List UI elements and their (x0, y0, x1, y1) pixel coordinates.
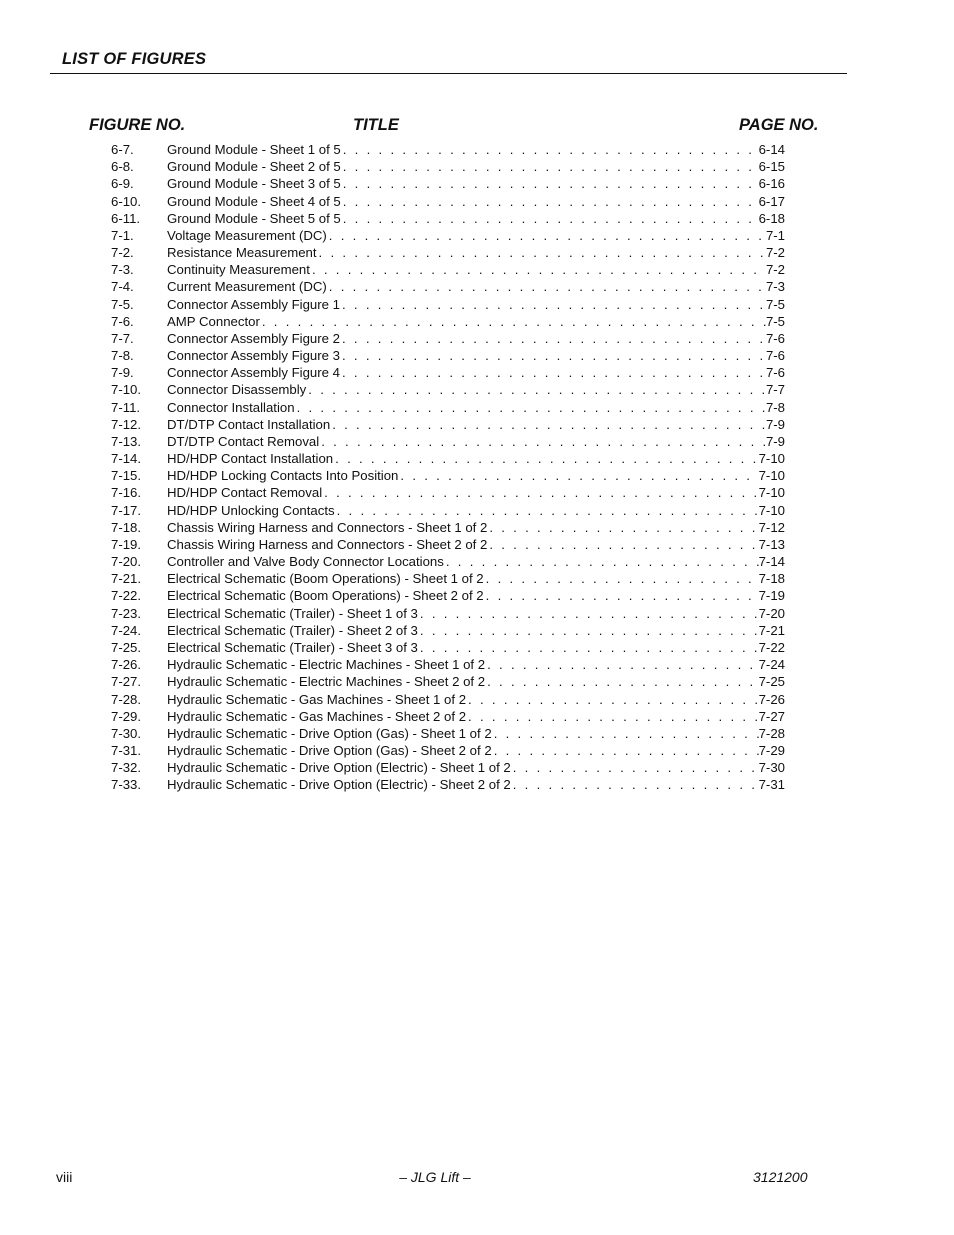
footer-center-text: – JLG Lift – (399, 1169, 471, 1185)
figure-entry (167, 313, 785, 330)
figure-number: 7-15. (111, 468, 142, 484)
figure-title: Electrical Schematic (Boom Operations) - Sheet 1 of 2 (167, 571, 484, 587)
figure-title: Electrical Schematic (Boom Operations) - Sheet 2 of 2 (167, 588, 484, 604)
list-item[interactable] (0, 141, 954, 158)
dot-leader (492, 725, 759, 742)
figure-page: 7-5 (765, 313, 785, 329)
dot-leader (335, 502, 759, 519)
figure-entry (167, 622, 785, 639)
dot-leader (487, 536, 758, 553)
figure-entry (167, 759, 785, 776)
figure-number: 6-11. (111, 210, 141, 226)
dot-leader (511, 776, 759, 793)
figure-number: 7-13. (111, 433, 142, 449)
figure-page: 7-30 (758, 760, 785, 776)
figure-number: 7-20. (111, 554, 142, 570)
figure-title: Connector Installation (167, 399, 295, 415)
figure-number: 7-12. (111, 416, 142, 432)
dot-leader (295, 399, 766, 416)
column-header-figure-no: FIGURE NO. (89, 116, 186, 134)
figure-page: 7-29 (758, 743, 785, 759)
dot-leader (418, 639, 759, 656)
dot-leader (485, 656, 759, 673)
figure-number: 7-26. (111, 657, 142, 673)
list-item[interactable] (0, 759, 954, 776)
figure-entry (167, 708, 785, 725)
figure-entry (167, 502, 785, 519)
figure-entry (167, 244, 785, 261)
figure-entry (167, 742, 785, 759)
figure-page: 7-18 (758, 571, 785, 587)
dot-leader (340, 296, 766, 313)
figure-title: Controller and Valve Body Connector Locations (167, 554, 444, 570)
dot-leader (341, 175, 759, 192)
figure-entry (167, 296, 785, 313)
list-item[interactable] (0, 502, 954, 519)
dot-leader (327, 227, 766, 244)
dot-leader (418, 622, 759, 639)
figure-page: 7-24 (758, 657, 785, 673)
figure-title: Electrical Schematic (Trailer) - Sheet 2 of 3 (167, 622, 418, 638)
figure-number: 6-8. (111, 159, 134, 175)
figure-entry (167, 587, 785, 604)
figure-title: Connector Assembly Figure 4 (167, 365, 340, 381)
figure-entry (167, 227, 785, 244)
figure-entry (167, 210, 785, 227)
figure-number: 7-24. (111, 622, 142, 638)
figure-entry (167, 175, 785, 192)
figure-page: 7-6 (765, 348, 785, 364)
figure-title: Ground Module - Sheet 3 of 5 (167, 176, 341, 192)
figure-number: 6-9. (111, 176, 134, 192)
figure-page: 7-2 (765, 262, 785, 278)
figure-entry (167, 605, 785, 622)
figure-entry (167, 673, 785, 690)
figure-entry (167, 416, 785, 433)
dot-leader (484, 570, 759, 587)
figure-number: 7-19. (111, 536, 142, 552)
list-item[interactable] (0, 673, 954, 690)
figure-page: 7-19 (758, 588, 785, 604)
column-header-page-no: PAGE NO. (739, 116, 819, 134)
footer-page-number: viii (56, 1169, 73, 1185)
list-item[interactable] (0, 278, 954, 295)
dot-leader (340, 364, 766, 381)
list-item[interactable] (0, 381, 954, 398)
figure-page: 7-22 (758, 639, 785, 655)
figure-page: 7-12 (758, 519, 785, 535)
figure-title: Hydraulic Schematic - Drive Option (Electric) - Sheet 2 of 2 (167, 777, 511, 793)
dot-leader (341, 210, 759, 227)
list-item[interactable] (0, 605, 954, 622)
figure-number: 7-18. (111, 519, 142, 535)
figure-number: 7-30. (111, 725, 142, 741)
dot-leader (327, 278, 766, 295)
list-item[interactable] (0, 656, 954, 673)
dot-leader (341, 193, 759, 210)
figure-title: Hydraulic Schematic - Drive Option (Electric) - Sheet 1 of 2 (167, 760, 511, 776)
list-item[interactable] (0, 313, 954, 330)
figure-title: Ground Module - Sheet 4 of 5 (167, 193, 341, 209)
figure-number: 7-29. (111, 708, 142, 724)
list-item[interactable] (0, 622, 954, 639)
list-item[interactable] (0, 519, 954, 536)
figure-number: 7-28. (111, 691, 142, 707)
list-item[interactable] (0, 776, 954, 793)
column-header-title: TITLE (353, 116, 399, 134)
figure-page: 7-31 (758, 777, 785, 793)
figure-page: 6-17 (758, 193, 785, 209)
dot-leader (310, 261, 766, 278)
dot-leader (340, 347, 766, 364)
figure-title: Ground Module - Sheet 1 of 5 (167, 142, 341, 157)
dot-leader (340, 330, 766, 347)
figure-page: 7-1 (765, 227, 785, 243)
figure-title: Hydraulic Schematic - Electric Machines - Sheet 2 of 2 (167, 674, 486, 690)
figure-entry (167, 364, 785, 381)
list-item[interactable] (0, 553, 954, 570)
figure-page: 7-9 (765, 433, 785, 449)
figure-page: 7-26 (758, 691, 785, 707)
dot-leader (418, 605, 759, 622)
figure-entry (167, 536, 785, 553)
figure-entry (167, 158, 785, 175)
dot-leader (484, 587, 759, 604)
list-item[interactable] (0, 742, 954, 759)
dot-leader (317, 244, 766, 261)
figure-number: 7-31. (111, 743, 142, 759)
figure-entry (167, 519, 785, 536)
figure-title: HD/HDP Locking Contacts Into Position (167, 468, 399, 484)
figure-number: 7-32. (111, 760, 142, 776)
dot-leader (485, 673, 759, 690)
figure-page: 6-14 (758, 142, 785, 157)
figure-title: DT/DTP Contact Installation (167, 416, 331, 432)
list-item[interactable] (0, 330, 954, 347)
figure-page: 7-13 (758, 536, 785, 552)
figure-title: Resistance Measurement (167, 245, 317, 261)
list-item[interactable] (0, 364, 954, 381)
list-item[interactable] (0, 708, 954, 725)
figure-page: 7-6 (765, 365, 785, 381)
figure-page: 7-10 (758, 485, 785, 501)
dot-leader (398, 467, 758, 484)
figure-number: 7-16. (111, 485, 142, 501)
figure-title: Connector Assembly Figure 3 (167, 348, 340, 364)
list-item[interactable] (0, 450, 954, 467)
figure-entry (167, 261, 785, 278)
figure-entry (167, 399, 785, 416)
figure-number: 7-2. (111, 245, 134, 261)
list-item[interactable] (0, 193, 954, 210)
figure-page: 7-3 (765, 279, 785, 295)
figure-page: 7-10 (758, 468, 785, 484)
list-item[interactable] (0, 158, 954, 175)
dot-leader (466, 708, 759, 725)
figure-title: Hydraulic Schematic - Electric Machines - Sheet 1 of 2 (167, 657, 486, 673)
figure-number: 6-10. (111, 193, 142, 209)
header-rule (50, 73, 847, 74)
figure-number: 7-11. (111, 399, 141, 415)
dot-leader (487, 519, 758, 536)
list-item[interactable] (0, 210, 954, 227)
figure-page: 6-16 (758, 176, 785, 192)
dot-leader (322, 484, 758, 501)
figure-title: Hydraulic Schematic - Drive Option (Gas) - Sheet 1 of 2 (167, 725, 492, 741)
figure-page: 7-27 (758, 708, 785, 724)
figure-page: 7-10 (758, 502, 785, 518)
figure-list (0, 141, 954, 794)
figure-page: 7-14 (758, 554, 785, 570)
figure-entry (167, 776, 785, 793)
figure-entry (167, 553, 785, 570)
figure-page: 7-7 (765, 382, 785, 398)
figure-entry (167, 278, 785, 295)
figure-entry (167, 656, 785, 673)
figure-title: Hydraulic Schematic - Gas Machines - Sheet 2 of 2 (167, 708, 467, 724)
dot-leader (466, 691, 759, 708)
figure-entry (167, 570, 785, 587)
figure-title: Connector Assembly Figure 1 (167, 296, 340, 312)
figure-number: 7-23. (111, 605, 142, 621)
figure-entry (167, 450, 785, 467)
figure-entry (167, 484, 785, 501)
figure-number: 7-9. (111, 365, 134, 381)
figure-number: 7-8. (111, 348, 134, 364)
figure-page: 7-20 (758, 605, 785, 621)
figure-entry (167, 433, 785, 450)
dot-leader (444, 553, 759, 570)
list-item[interactable] (0, 433, 954, 450)
figure-title: Ground Module - Sheet 2 of 5 (167, 159, 341, 175)
figure-number: 7-3. (111, 262, 134, 278)
figure-page: 7-10 (758, 451, 785, 467)
figure-number: 7-21. (111, 571, 142, 587)
figure-entry (167, 639, 785, 656)
figure-number: 7-4. (111, 279, 134, 295)
figure-number: 7-5. (111, 296, 134, 312)
figure-title: Chassis Wiring Harness and Connectors - Sheet 1 of 2 (167, 519, 488, 535)
figure-title: HD/HDP Contact Installation (167, 451, 334, 467)
footer-doc-number: 3121200 (753, 1169, 808, 1185)
dot-leader (333, 450, 758, 467)
list-item[interactable] (0, 587, 954, 604)
dot-leader (306, 381, 766, 398)
list-item[interactable] (0, 227, 954, 244)
list-item[interactable] (0, 416, 954, 433)
figure-page: 7-5 (765, 296, 785, 312)
figure-title: Connector Disassembly (167, 382, 307, 398)
figure-title: Voltage Measurement (DC) (167, 227, 327, 243)
figure-entry (167, 141, 785, 158)
figure-number: 7-10. (111, 382, 142, 398)
list-item[interactable] (0, 244, 954, 261)
figure-title: Chassis Wiring Harness and Connectors - Sheet 2 of 2 (167, 536, 488, 552)
figure-number: 6-7. (111, 142, 134, 157)
figure-page: 7-25 (758, 674, 785, 690)
list-item[interactable] (0, 536, 954, 553)
figure-title: DT/DTP Contact Removal (167, 433, 320, 449)
figure-entry (167, 725, 785, 742)
figure-title: Hydraulic Schematic - Drive Option (Gas) - Sheet 2 of 2 (167, 743, 492, 759)
figure-entry (167, 467, 785, 484)
list-item[interactable] (0, 484, 954, 501)
dot-leader (260, 313, 766, 330)
list-item[interactable] (0, 639, 954, 656)
figure-number: 7-27. (111, 674, 142, 690)
figure-number: 7-6. (111, 313, 134, 329)
figure-entry (167, 193, 785, 210)
figure-page: 7-28 (758, 725, 785, 741)
dot-leader (511, 759, 759, 776)
figure-number: 7-22. (111, 588, 142, 604)
dot-leader (341, 158, 759, 175)
figure-number: 7-33. (111, 777, 142, 793)
figure-title: Connector Assembly Figure 2 (167, 330, 340, 346)
figure-number: 7-1. (111, 227, 134, 243)
figure-page: 7-6 (765, 330, 785, 346)
list-item[interactable] (0, 261, 954, 278)
section-title: LIST OF FIGURES (62, 50, 207, 68)
list-item[interactable] (0, 725, 954, 742)
figure-page: 6-18 (758, 210, 785, 226)
figure-title: HD/HDP Unlocking Contacts (167, 502, 335, 518)
dot-leader (341, 141, 759, 158)
dot-leader (330, 416, 766, 433)
figure-number: 7-25. (111, 639, 142, 655)
figure-number: 7-14. (111, 451, 142, 467)
figure-page: 7-9 (765, 416, 785, 432)
figure-page: 7-2 (765, 245, 785, 261)
dot-leader (492, 742, 759, 759)
figure-title: AMP Connector (167, 313, 260, 329)
figure-title: Current Measurement (DC) (167, 279, 327, 295)
figure-title: Continuity Measurement (167, 262, 310, 278)
figure-page: 7-21 (758, 622, 785, 638)
figure-page: 7-8 (765, 399, 785, 415)
figure-title: Hydraulic Schematic - Gas Machines - Sheet 1 of 2 (167, 691, 467, 707)
list-item[interactable] (0, 175, 954, 192)
figure-title: Ground Module - Sheet 5 of 5 (167, 210, 341, 226)
figure-title: Electrical Schematic (Trailer) - Sheet 1 of 3 (167, 605, 418, 621)
list-item[interactable] (0, 691, 954, 708)
figure-number: 7-17. (111, 502, 142, 518)
list-item[interactable] (0, 347, 954, 364)
figure-entry (167, 691, 785, 708)
list-item[interactable] (0, 296, 954, 313)
list-item[interactable] (0, 467, 954, 484)
figure-page: 6-15 (758, 159, 785, 175)
figure-entry (167, 381, 785, 398)
dot-leader (319, 433, 766, 450)
figure-entry (167, 330, 785, 347)
list-item[interactable] (0, 570, 954, 587)
list-item[interactable] (0, 399, 954, 416)
figure-number: 7-7. (111, 330, 134, 346)
figure-title: Electrical Schematic (Trailer) - Sheet 3 of 3 (167, 639, 418, 655)
figure-title: HD/HDP Contact Removal (167, 485, 323, 501)
figure-entry (167, 347, 785, 364)
